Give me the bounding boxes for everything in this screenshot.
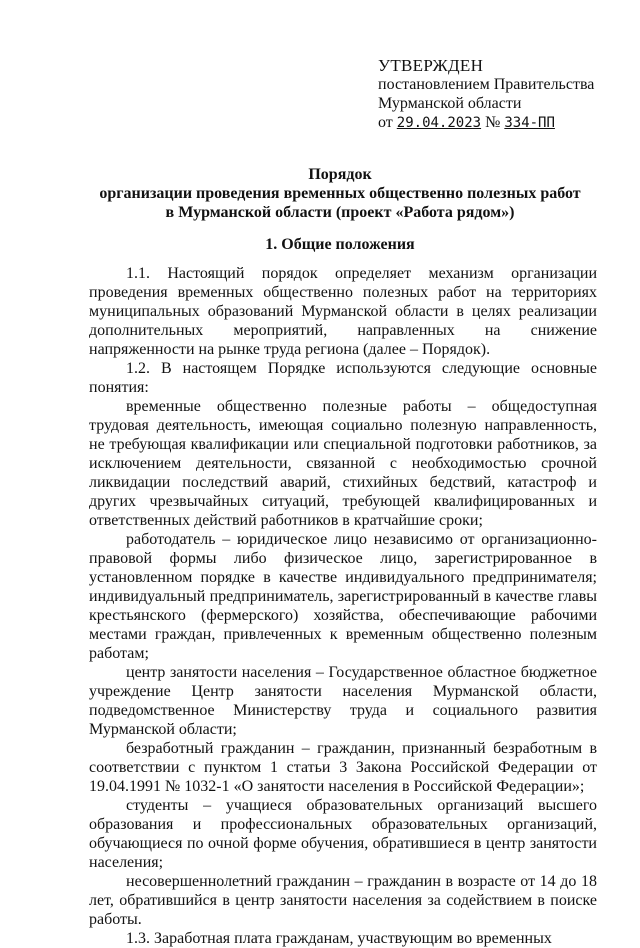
title-line-2: организации проведения временных общественно полезных работ bbox=[99, 185, 581, 202]
definition-employment-center: центр занятости населения – Государственное областное бюджетное учреждение Центр занятости населения Мурманской области, подведомственное Министерству труда и социального развития Мурманской области; bbox=[89, 664, 597, 738]
approval-date: 29.04.2023 bbox=[396, 115, 482, 131]
paragraph-1-1: 1.1. Настоящий порядок определяет механизм организации проведения временных общественно полезных работ на территориях муниципальных образований Мурманской области в целях реализации дополнительных мероприятий, направленных на снижение напряженности на рынке труда региона (далее – Порядок). bbox=[89, 265, 597, 358]
definition-minor-citizen: несовершеннолетний гражданин – гражданин в возрасте от 14 до 18 лет, обратившийся в центр занятости населения за содействием в поиске работы. bbox=[89, 873, 597, 928]
approval-line-1: постановлением Правительства bbox=[378, 76, 595, 93]
definition-unemployed-citizen: безработный гражданин – гражданин, признанный безработным в соответствии с пунктом 1 статьи 3 Закона Российской Федерации от 19.04.1991 № 1032-1 «О занятости населения в Российской Федерации»; bbox=[89, 740, 597, 795]
title-line-1: Порядок bbox=[308, 166, 372, 183]
paragraph-1-3: 1.3. Заработная плата гражданам, участвующим во временных bbox=[126, 930, 552, 947]
definition-employer: работодатель – юридическое лицо независимо от организационно-правовой формы либо физическое лицо, зарегистрированное в установленном порядке в качестве индивидуального предпринимателя; индивидуальный предприниматель, зарегистрированный в качестве главы крестьянского (фермерского) хозяйства, обеспечивающие рабочими местами граждан, привлеченных к временным общественно полезным работам; bbox=[89, 531, 597, 662]
section-heading: 1. Общие положения bbox=[265, 236, 415, 253]
paragraph-1-2: 1.2. В настоящем Порядке используются следующие основные понятия: bbox=[89, 360, 597, 396]
definition-students: студенты – учащиеся образовательных организаций высшего образования и профессиональных образовательных организаций, обучающиеся по очной форме обучения, обратившиеся в центр занятости населения; bbox=[89, 797, 597, 871]
date-prefix: от bbox=[378, 114, 393, 131]
document-body bbox=[89, 264, 597, 948]
approval-number: 334-ПП bbox=[504, 115, 555, 131]
approval-date-line bbox=[378, 113, 618, 133]
approval-block bbox=[378, 56, 618, 133]
approval-title: УТВЕРЖДЕН bbox=[378, 56, 484, 75]
document-title bbox=[60, 165, 620, 222]
approval-line-2: Мурманской области bbox=[378, 95, 522, 112]
definition-public-works: временные общественно полезные работы – общедоступная трудовая деятельность, имеющая социально полезную направленность, не требующая квалификации или специальной подготовки работников, за исключением деятельности, связанной с необходимостью срочной ликвидации последствий аварий, стихийных бедствий, катастроф и других чрезвычайных ситуаций, требующей квалифицированных и ответственных действий работников в кратчайшие сроки; bbox=[89, 398, 597, 529]
title-line-3: в Мурманской области (проект «Работа рядом») bbox=[165, 204, 515, 221]
number-prefix: № bbox=[485, 114, 501, 131]
